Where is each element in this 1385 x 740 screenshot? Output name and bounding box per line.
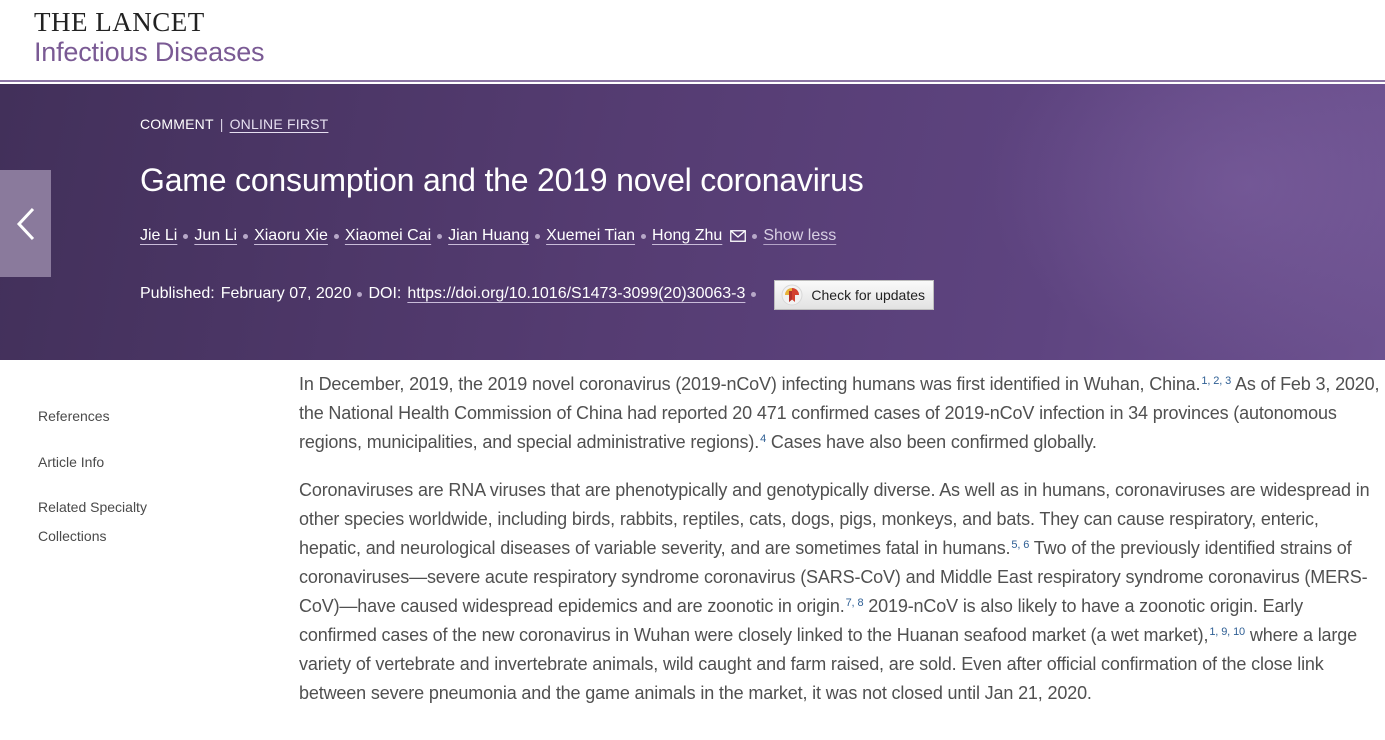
reference-link[interactable]: 5, bbox=[1011, 539, 1021, 551]
published-date: February 07, 2020 bbox=[220, 285, 352, 302]
author-separator bbox=[334, 234, 339, 239]
check-for-updates-button[interactable] bbox=[774, 280, 934, 310]
reference-link[interactable]: 7, bbox=[845, 597, 855, 609]
journal-name[interactable]: THE LANCET bbox=[34, 7, 205, 37]
nav-related-line1: Related Specialty bbox=[38, 499, 147, 515]
nav-article-info[interactable]: Article Info bbox=[38, 454, 105, 470]
author-link[interactable]: Xiaomei Cai bbox=[344, 227, 432, 244]
author-separator bbox=[243, 234, 248, 239]
reference-link[interactable]: 8 bbox=[857, 597, 864, 609]
doi-label: DOI: bbox=[368, 285, 402, 302]
pub-separator bbox=[357, 292, 362, 297]
nav-related-collections[interactable] bbox=[38, 493, 238, 551]
online-first-link[interactable]: ONLINE FIRST bbox=[229, 116, 329, 132]
author-separator bbox=[641, 234, 646, 239]
paragraph-text: Coronaviruses are RNA viruses that are phenotypically and genotypically diverse. As well as in humans, coronaviruses are widespread in other species worldwide, including birds, rabbits, reptiles, cats, dogs, pigs, monkeys, and bats. They can cause respiratory, enteric, hepatic, and neurological diseases of variable severity, and are sometimes fatal in humans. bbox=[299, 480, 1370, 558]
reference-link[interactable]: 6 bbox=[1023, 539, 1030, 551]
author-separator bbox=[535, 234, 540, 239]
reference-link[interactable]: 1, bbox=[1201, 375, 1211, 387]
author-separator bbox=[437, 234, 442, 239]
reference-link[interactable]: 10 bbox=[1233, 626, 1246, 638]
author-link[interactable]: Xuemei Tian bbox=[546, 227, 636, 244]
author-link[interactable]: Jian Huang bbox=[448, 227, 530, 244]
body-paragraph bbox=[299, 476, 1385, 708]
author-link[interactable]: Jun Li bbox=[194, 227, 238, 244]
hero-glow bbox=[985, 84, 1385, 360]
show-less-link[interactable]: Show less bbox=[763, 227, 837, 244]
article-title: Game consumption and the 2019 novel coronavirus bbox=[140, 162, 864, 198]
check-for-updates-label: Check for updates bbox=[811, 287, 926, 303]
reference-link[interactable]: 3 bbox=[1225, 375, 1232, 387]
reference-link[interactable]: 9, bbox=[1221, 626, 1231, 638]
back-button[interactable] bbox=[0, 170, 51, 277]
author-separator bbox=[183, 234, 188, 239]
author-link[interactable]: Jie Li bbox=[140, 227, 178, 244]
article-hero bbox=[0, 84, 1385, 360]
reference-link[interactable]: 1, bbox=[1209, 626, 1219, 638]
doi-link[interactable]: https://doi.org/10.1016/S1473-3099(20)30063-3 bbox=[407, 285, 746, 302]
mail-icon[interactable] bbox=[730, 230, 746, 242]
crossmark-icon bbox=[781, 284, 803, 306]
author-link[interactable]: Hong Zhu bbox=[652, 227, 723, 244]
chevron-left-icon bbox=[15, 206, 37, 242]
paragraph-text: Two of the previously identified strains of coronaviruses—severe acute respiratory syndrome coronavirus (SARS-CoV) and Middle East respiratory syndrome coronavirus (MERS-CoV)—have caused widespread epidemics and are zoonotic in origin. bbox=[299, 538, 1368, 616]
article-type-line bbox=[140, 116, 328, 132]
body-paragraph bbox=[299, 370, 1385, 457]
paragraph-text: 2019-nCoV is also likely to have a zoonotic origin. Early confirmed cases of the new coronavirus in Wuhan were closely linked to the Huanan seafood market (a wet market), bbox=[299, 596, 1303, 645]
pub-separator bbox=[751, 292, 756, 297]
article-body bbox=[299, 370, 1385, 727]
reference-link[interactable]: 4 bbox=[760, 433, 767, 445]
article-type-separator: | bbox=[219, 116, 224, 132]
article-side-nav bbox=[38, 402, 238, 551]
author-list bbox=[140, 227, 836, 245]
published-label: Published: bbox=[140, 285, 215, 302]
journal-subtitle[interactable]: Infectious Diseases bbox=[34, 37, 265, 67]
journal-header bbox=[0, 0, 1385, 84]
paragraph-text: In December, 2019, the 2019 novel coronavirus (2019-nCoV) infecting humans was first identified in Wuhan, China. bbox=[299, 374, 1201, 394]
header-divider bbox=[0, 80, 1385, 82]
author-separator bbox=[752, 234, 757, 239]
paragraph-text: Cases have also been confirmed globally. bbox=[766, 432, 1097, 452]
article-type-label: COMMENT bbox=[140, 116, 214, 132]
publication-info bbox=[140, 279, 934, 309]
paragraph-text: As of Feb 3, 2020, the National Health Commission of China had reported 20 471 confirmed cases of 2019-nCoV infection in 34 provinces (autonomous regions, municipalities, and special administrative regions). bbox=[299, 374, 1380, 452]
nav-references[interactable]: References bbox=[38, 408, 110, 424]
nav-related-line2: Collections bbox=[38, 528, 107, 544]
paragraph-text: where a large variety of vertebrate and invertebrate animals, wild caught and farm raised, are sold. Even after official confirmation of the close link between severe pneumonia and the game animals in the market, it was not closed until Jan 21, 2020. bbox=[299, 625, 1357, 703]
author-link[interactable]: Xiaoru Xie bbox=[254, 227, 328, 244]
reference-link[interactable]: 2, bbox=[1213, 375, 1223, 387]
